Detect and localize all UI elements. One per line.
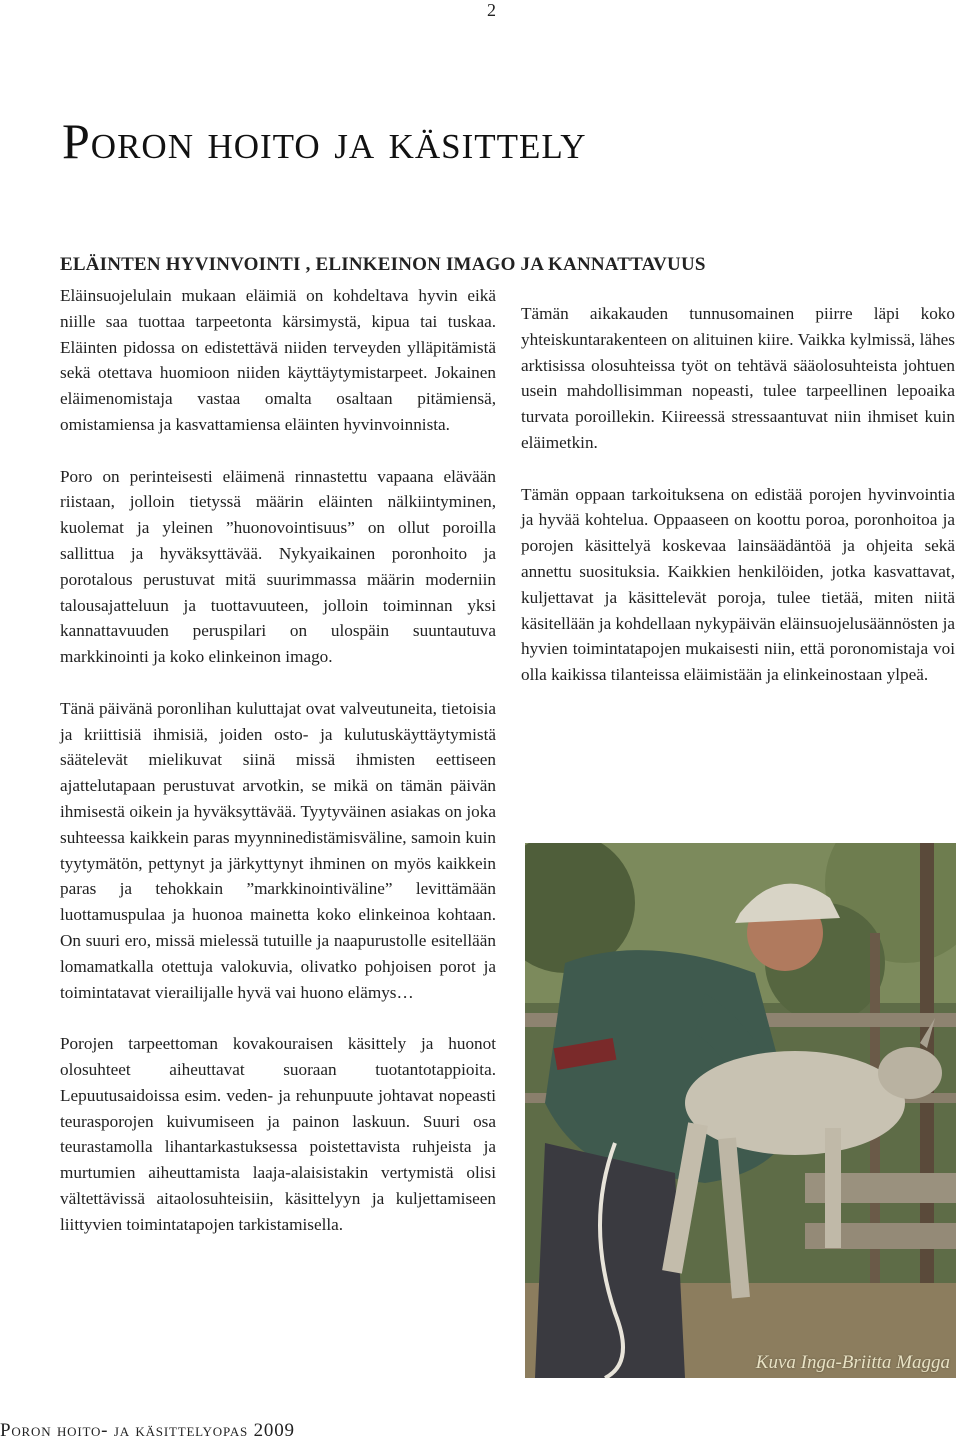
- photo-illustration: [525, 843, 956, 1378]
- paragraph-consumers: Tänä päivänä poronlihan kuluttajat ovat valveutuneita, tietoisia ja kriittisiä ihmisiä, joiden osto- ja kulutuskäyttäytymistä säätelevät mielikuvat siinä missä ihmisten eettiseen ajattelutapaan perustuvat arvotkin, se mikä on tämän päivän ihmisestä oikein ja hyväksyttävää. Tyytyväinen asiakas on joka suhteessa kaikkein paras myynninedistämisväline, samoin kuin tyytymätön, pettynyt ja järkyttynyt ihminen on myös kaikkein paras ja tehokkain ”markkinointiväline” levittämään luottamuspulaa ja huonoa mainetta koko elinkeinoa kohtaan. On suuri ero, missä mielessä tutuille ja naapurustolle esitellään lomamatkalla otettuja valokuvia, olivatko pohjoisen porot ja toimintatavat vierailijalle hyvä vai huono elämys…: [60, 698, 496, 1002]
- photo-herder-with-reindeer-calf: [525, 843, 956, 1378]
- paragraph-animal-protection-law: Eläinsuojelulain mukaan eläimiä on kohdeltava hyvin eikä niille saa tuottaa tarpeetonta kärsimystä, kipua tai tuskaa. Eläinten pidossa on edistettävä niiden terveyden ylläpitämistä sekä otettava huomioon niiden käyttäytymistarpeet. Jokainen eläimenomistaja vastaa omalta osaltaan pitämiensä, omistamiensa ja kasvattamiensa eläinten hyvinvoinnista.: [60, 286, 496, 434]
- paragraph-production-losses: Porojen tarpeettoman kovakouraisen käsittely ja huonot olosuhteet aiheuttavat suoraan tuotantotappioita. Lepuutusaidoissa esim. veden- ja rehunpuute johtavat nopeasti teurasporojen kuivumiseen ja painon laskuun. Suuri osa teurastamolla lihantarkastuksessa poistettavista ruhjeista ja murtumien aiheuttamista laaja-alaisistakin vertymistä olisi vältettävissä aitaolosuhteisiin, käsittelyyn ja kuljettamiseen liittyvien toimintatapojen tarkistamisella.: [60, 1034, 496, 1234]
- section-heading: ELÄINTEN HYVINVOINTI , ELINKEINON IMAGO JA KANNATTAVUUS: [60, 254, 706, 275]
- footer-publication-title: Poron hoito- ja käsittelyopas 2009: [0, 1420, 295, 1441]
- page-number: 2: [487, 0, 496, 20]
- page-title: Poron hoito ja käsittely: [62, 113, 587, 169]
- photo-caption: Kuva Inga-Briitta Magga: [755, 1352, 950, 1373]
- paragraph-guide-purpose: Tämän oppaan tarkoituksena on edistää porojen hyvinvointia ja hyvää kohtelua. Oppaaseen on koottu poroa, poronhoitoa ja porojen käsittelyä koskevaa lainsäädäntöä ja ohjeita sekä annettu suosituksia. Kaikkien henkilöiden, jotka kasvattavat, kuljettavat ja käsittelevät poroja, tulee tietää, miten niitä käsitellään ja kohdellaan nykypäivän eläinsuojelusäännösten ja hyvien toimintatapojen mukaisesti niin, että poronomistaja voi olla kaikissa tilanteissa eläimistään ja elinkeinostaan ylpeä.: [521, 484, 955, 685]
- paragraph-reindeer-tradition: Poro on perinteisesti eläimenä rinnastettu vapaana elävään riistaan, jolloin tietyssä määrin eläinten nälkiintyminen, kuolemat ja yleinen ”huonovointisuus” on ollut poroilla sallittua ja hyväksyttävää. Nykyaikainen poronhoito ja porotalous perustuvat mitä suurimmassa määrin moderniin talousajatteluun ja tuottavuuteen, jolloin toiminnan yksi kannattavuuden peruspilari on ulospäin suuntautuva markkinointi ja koko elinkeinon imago.: [60, 466, 496, 667]
- paragraph-haste: Tämän aikakauden tunnusomainen piirre läpi koko yhteiskuntarakenteen on alituinen kiire. Vaikka kylmissä, lähes arktisissa olosuhteissa työt on tehtävä sääolosuhteista johtuen usein mahdollisimman nopeasti, tulee tarpeellinen lepoaika turvata poroillekin. Kiireessä stressaantuvat niin ihmiset kuin eläimetkin.: [521, 304, 955, 452]
- left-column: [60, 283, 496, 1263]
- right-column: [521, 301, 955, 714]
